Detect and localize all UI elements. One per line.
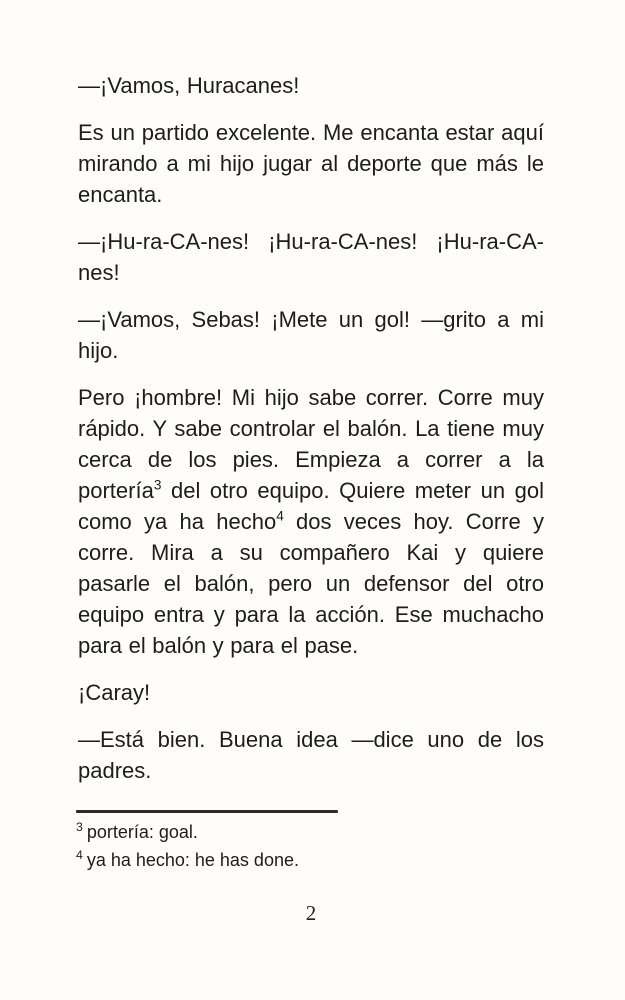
paragraph: ¡Caray! — [78, 680, 151, 705]
footnote-reference: 3 — [153, 477, 162, 493]
footnote-text: ya ha hecho: he has done. — [86, 850, 299, 870]
footnote-item — [76, 846, 542, 874]
paragraph: —¡Vamos, Sebas! ¡Mete un gol! —grito a mi hijo. — [78, 307, 544, 363]
footnote-list — [76, 818, 542, 874]
paragraph: Es un partido excelente. Me encanta estar aquí mirando a mi hijo jugar al deporte que más le encanta. — [78, 120, 544, 207]
paragraph: —Está bien. Buena idea —dice uno de los padres. — [78, 727, 544, 783]
paragraph: Pero ¡hombre! Mi hijo sabe correr. Corre muy rápido. Y sabe controlar el balón. La tiene muy cerca de los pies. Empieza a correr a la portería$^3$ del otro equipo. Quiere meter un gol como ya ha hecho$^4$ dos veces hoy. Corre y corre. Mira a su compañero Kai y quiere pasarle el balón, pero un defensor del otro equipo entra y para la acción. Ese muchacho para el balón y para el pase. — [78, 385, 544, 658]
footnote-item — [76, 818, 542, 846]
footnote-separator — [76, 810, 338, 813]
footnote-marker: 3 — [76, 820, 83, 834]
footnote-text: portería: goal. — [86, 822, 198, 842]
footnote-marker: 4 — [76, 848, 83, 862]
body-text — [78, 70, 544, 802]
paragraph: —¡Vamos, Huracanes! — [78, 73, 300, 98]
paragraph: —¡Hu-ra-CA-nes! ¡Hu-ra-CA-nes! ¡Hu-ra-CA-nes! — [78, 229, 544, 285]
page-number: 2 — [305, 901, 317, 925]
footnote-section — [76, 810, 542, 874]
footnote-reference: 4 — [276, 508, 284, 524]
